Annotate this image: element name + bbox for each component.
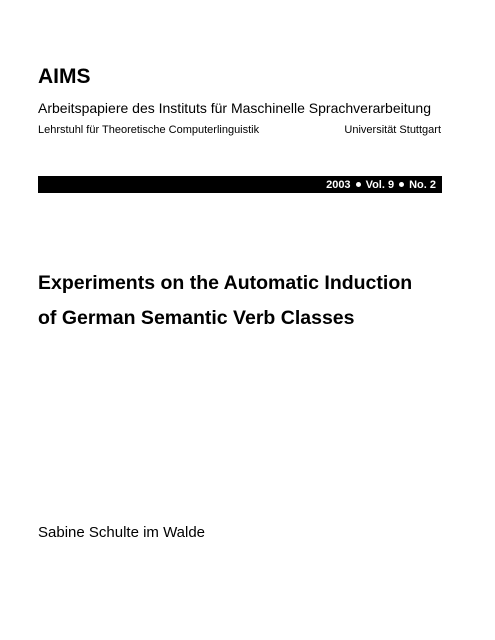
series-subtitle: Arbeitspapiere des Instituts für Maschinelle Sprachverarbeitung: [38, 100, 431, 116]
issue-volume: Vol. 9: [365, 178, 395, 191]
chair-name: Lehrstuhl für Theoretische Computerlinguistik: [38, 124, 260, 136]
issue-info: [326, 179, 436, 191]
university-name: Universität Stuttgart: [344, 124, 441, 136]
title-line-1: Experiments on the Automatic Induction: [38, 272, 413, 294]
affiliation-row: [38, 125, 441, 136]
document-title: [38, 266, 458, 336]
author-name: Sabine Schulte im Walde: [38, 524, 206, 541]
series-title: AIMS: [38, 65, 91, 88]
issue-bar: [38, 176, 442, 193]
bullet-icon: [356, 182, 361, 187]
issue-number: No. 2: [409, 178, 436, 191]
issue-year: 2003: [326, 178, 351, 191]
bullet-icon: [399, 182, 404, 187]
title-line-2: of German Semantic Verb Classes: [38, 307, 355, 329]
